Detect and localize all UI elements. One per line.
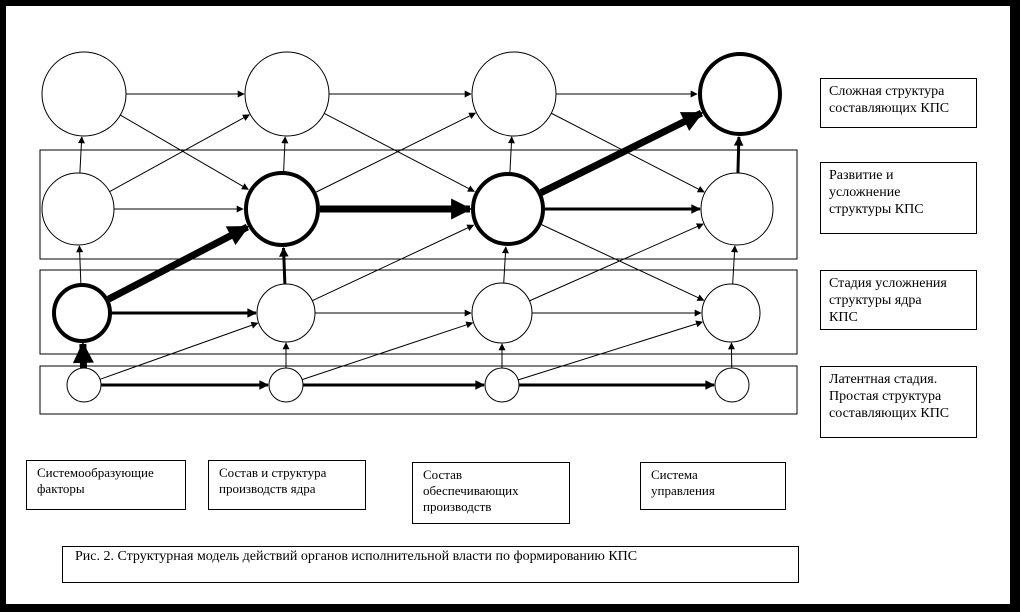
arrow-r1c2-to-r2c3 xyxy=(542,225,704,301)
stage-label-text: Латентная стадия. Простая структура составляющих КПС xyxy=(829,372,950,421)
node-r2c2 xyxy=(472,283,532,343)
arrow-r2c2-to-r1c2 xyxy=(504,247,506,283)
stage-label-complex-structure xyxy=(820,78,977,128)
arrow-r2c2-to-r1c3 xyxy=(529,224,703,301)
node-r1c1 xyxy=(246,173,318,245)
stage-label-text: Сложная структура составляющих КПС xyxy=(829,84,950,116)
column-label-management xyxy=(640,462,786,510)
stage-label-development xyxy=(820,162,977,234)
node-r3c0 xyxy=(67,368,101,402)
node-r2c1 xyxy=(257,284,315,342)
node-r3c2 xyxy=(485,368,519,402)
column-label-system-factors xyxy=(26,460,186,510)
stage-label-core-complication xyxy=(820,270,977,330)
column-label-text: Система управления xyxy=(651,467,715,498)
arrow-r2c3-to-r1c3 xyxy=(733,246,735,284)
stage-label-text: Стадия усложнения структуры ядра КПС xyxy=(829,276,947,325)
column-label-text: Состав и структура производств ядра xyxy=(219,465,327,496)
arrow-r2c1-to-r1c1 xyxy=(283,248,284,284)
arrow-r1c3-to-r0c3 xyxy=(738,137,739,173)
node-r1c3 xyxy=(701,173,773,245)
column-label-text: Системообразующие факторы xyxy=(37,465,154,496)
node-r2c0 xyxy=(54,285,110,341)
diagram-canvas xyxy=(6,6,1010,604)
arrow-r1c0-to-r0c1 xyxy=(110,115,250,192)
node-r0c3 xyxy=(700,54,780,134)
stage-band-development xyxy=(40,150,797,259)
figure-caption-text: Рис. 2. Структурная модель действий органов исполнительной власти по формированию КПС xyxy=(75,549,638,564)
figure-caption xyxy=(62,546,799,583)
node-r3c3 xyxy=(715,368,749,402)
column-label-core-production xyxy=(208,460,366,510)
arrow-r2c1-to-r1c2 xyxy=(312,225,473,301)
node-r1c2 xyxy=(473,174,543,244)
column-label-text: Состав обеспечивающих производств xyxy=(423,467,519,514)
arrow-r3c0-to-r2c0 xyxy=(83,344,84,368)
node-r2c3 xyxy=(702,284,760,342)
arrow-r1c1-to-r0c1 xyxy=(284,137,285,171)
node-r1c0 xyxy=(42,173,114,245)
arrow-r1c0-to-r0c0 xyxy=(80,137,82,173)
arrow-r2c0-to-r1c1 xyxy=(109,227,248,299)
node-r3c1 xyxy=(269,368,303,402)
node-r0c1 xyxy=(245,52,329,136)
stage-label-latent xyxy=(820,366,977,438)
arrow-r2c0-to-r1c0 xyxy=(79,246,80,283)
stage-band-latent xyxy=(40,366,797,414)
arrow-r3c2-to-r2c3 xyxy=(518,322,702,380)
stage-label-text: Развитие и усложнение структуры КПС xyxy=(829,168,924,217)
arrow-r1c1-to-r0c2 xyxy=(316,113,475,192)
node-r0c2 xyxy=(472,52,556,136)
arrow-r1c2-to-r0c3 xyxy=(541,113,701,192)
node-r0c0 xyxy=(42,52,126,136)
diagram-nodes xyxy=(42,52,780,402)
diagram-edges xyxy=(79,94,738,385)
arrow-r3c0-to-r2c1 xyxy=(100,323,258,379)
column-label-support-production xyxy=(412,462,570,524)
arrow-r1c2-to-r0c2 xyxy=(510,137,512,172)
arrow-r3c1-to-r2c2 xyxy=(302,323,472,380)
